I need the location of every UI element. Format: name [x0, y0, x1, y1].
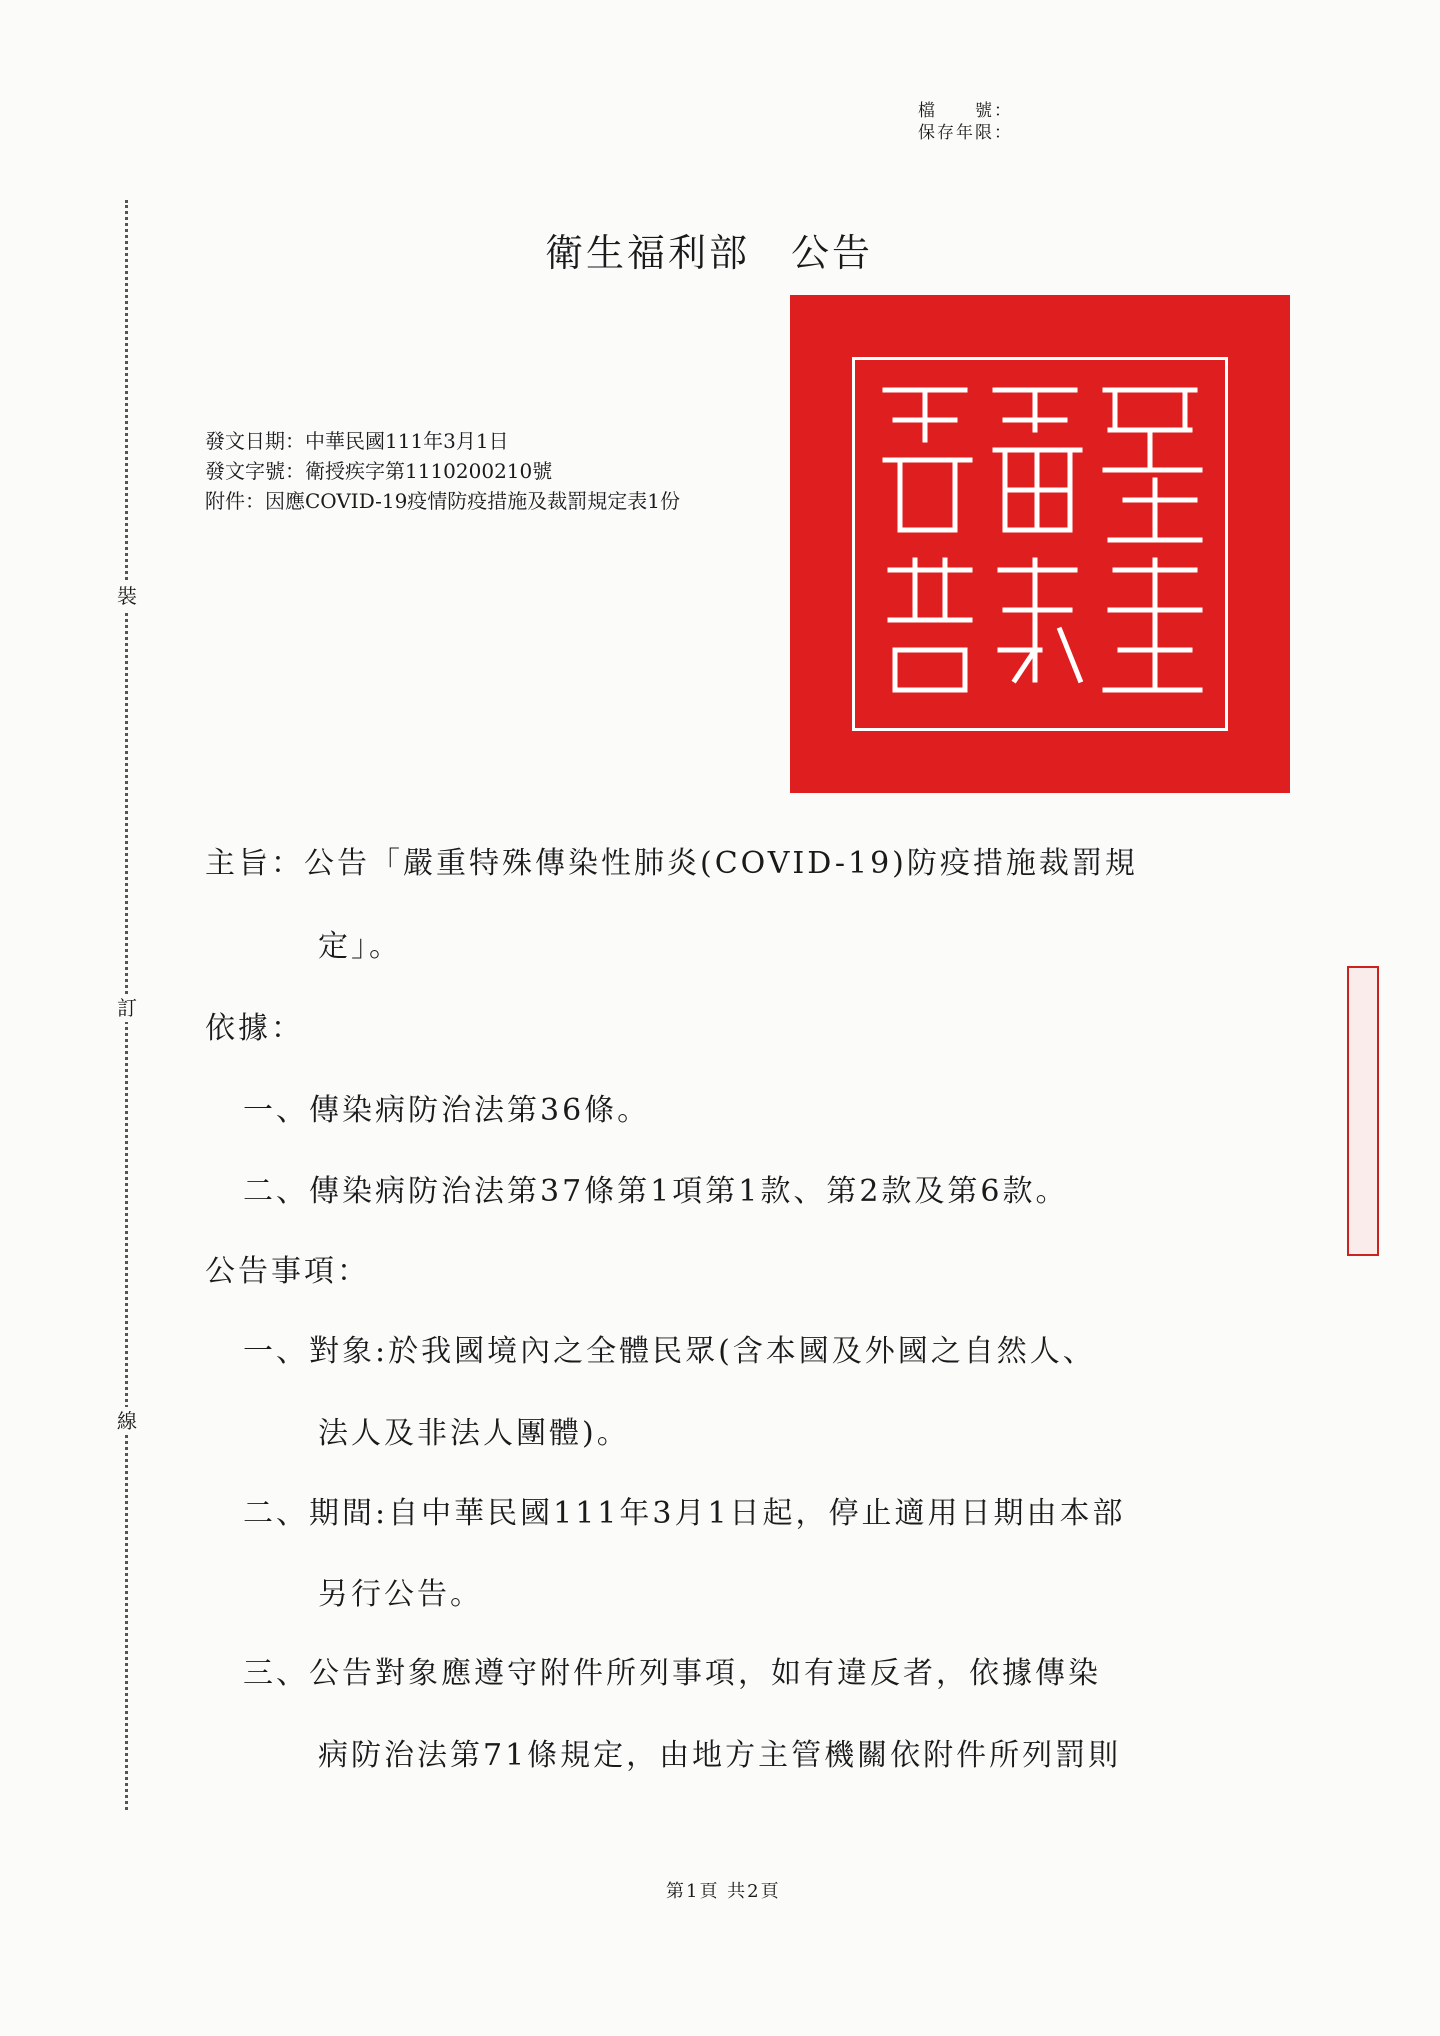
page-title: 衛生福利部 公告 — [545, 231, 874, 275]
seal-inner-frame — [852, 357, 1228, 731]
document-number: 發文字號：衛授疾字第1110200210號 — [205, 459, 553, 483]
notice-item-2-line-1: 二、期間:自中華民國111年3月1日起，停止適用日期由本部 — [243, 1496, 1126, 1531]
official-seal — [790, 295, 1290, 793]
subject-line-1: 主旨：公告「嚴重特殊傳染性肺炎(COVID-19)防疫措施裁罰規 — [205, 846, 1138, 881]
file-number-label: 檔 號： — [918, 101, 1013, 121]
binding-char-xian: 線 — [117, 1409, 137, 1433]
receipt-stamp — [1347, 966, 1379, 1256]
attachment-note: 附件：因應COVID-19疫情防疫措施及裁罰規定表1份 — [205, 489, 681, 513]
basis-item-1: 一、傳染病防治法第36條。 — [243, 1093, 651, 1128]
file-meta — [918, 100, 1013, 144]
subject-line-2: 定」。 — [318, 929, 402, 964]
issue-date: 發文日期：中華民國111年3月1日 — [205, 429, 509, 453]
notice-item-3-line-1: 三、公告對象應遵守附件所列事項，如有違反者，依據傳染 — [243, 1656, 1101, 1691]
notice-heading: 公告事項： — [205, 1254, 370, 1289]
notice-item-3-line-2: 病防治法第71條規定，由地方主管機關依附件所列罰則 — [318, 1738, 1122, 1773]
retention-label: 保存年限： — [918, 123, 1013, 143]
basis-heading: 依據： — [205, 1011, 304, 1046]
notice-item-1-line-2: 法人及非法人團體)。 — [318, 1416, 630, 1451]
basis-item-2: 二、傳染病防治法第37條第1項第1款、第2款及第6款。 — [243, 1174, 1069, 1209]
document-meta — [205, 426, 680, 516]
page-number: 第1頁 共2頁 — [666, 1881, 781, 1902]
binding-char-ding: 訂 — [117, 996, 137, 1020]
notice-item-1-line-1: 一、對象:於我國境內之全體民眾(含本國及外國之自然人、 — [243, 1334, 1096, 1369]
notice-item-2-line-2: 另行公告。 — [318, 1577, 483, 1612]
binding-char-zhuang: 裝 — [117, 584, 137, 608]
